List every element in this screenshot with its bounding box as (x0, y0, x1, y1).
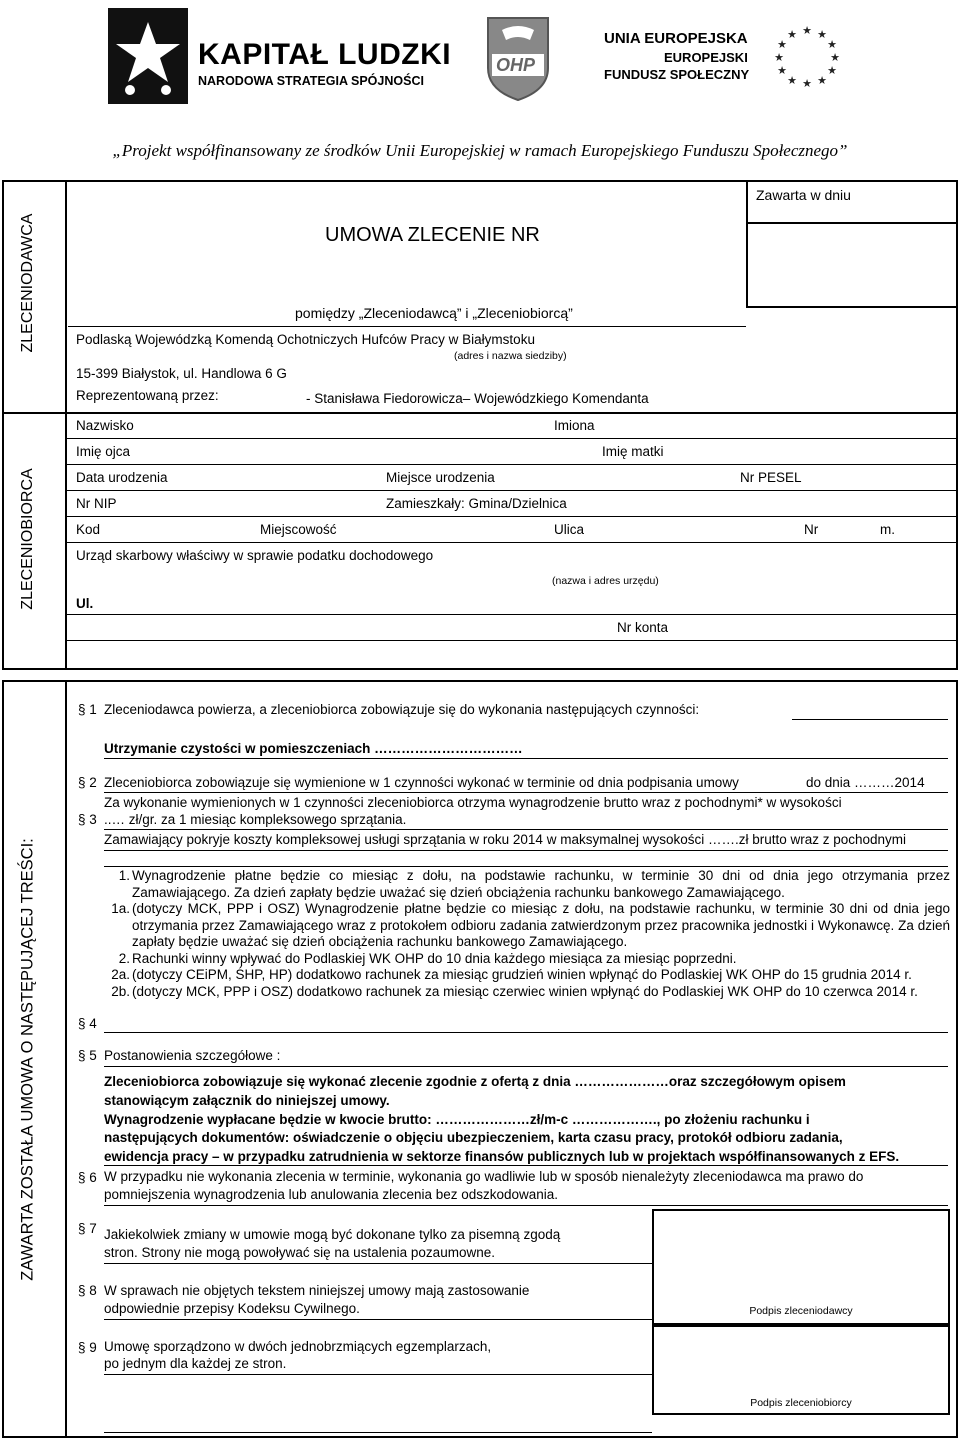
first-names-label: Imiona (554, 418, 595, 433)
ohp-text: OHP (496, 55, 536, 75)
ue-line3: FUNDUSZ SPOŁECZNY (604, 67, 750, 82)
client-address: 15-399 Białystok, ul. Handlowa 6 G (76, 366, 287, 381)
p4-number: § 4 (78, 1016, 97, 1031)
svg-text:★: ★ (802, 77, 812, 88)
surname-label: Nazwisko (76, 418, 134, 433)
svg-text:★: ★ (777, 64, 787, 77)
svg-text:★: ★ (817, 28, 827, 41)
tax-office-street-label: Ul. (76, 596, 94, 611)
p8-line: odpowiednie przepisy Kodeksu Cywilnego. (104, 1301, 360, 1316)
pesel-label: Nr PESEL (740, 470, 802, 485)
p6-line: pomniejszenia wynagrodzenia lub anulowania zlecenia bez odszkodowania. (104, 1187, 559, 1202)
p2-deadline: do dnia ………2014 (806, 775, 925, 790)
mother-name-label: Imię matki (602, 444, 664, 459)
p3-line3: Zamawiający pokryje koszty kompleksowej usługi sprzątania w roku 2014 w maksymalnej wysokości …….zł brutto wraz z pochodnymi (104, 832, 907, 847)
account-number-label: Nr konta (617, 620, 669, 635)
p6-line: W przypadku nie wykonania zlecenia w terminie, wykonania go wadliwie lub w sposób nienależyty zleceniodawca ma prawo do (104, 1169, 864, 1184)
p1-text: Zleceniodawca powierza, a zleceniobiorca zobowiązuje się do wykonania następujących czynności: (104, 702, 700, 717)
eu-stars-icon (772, 24, 842, 88)
kapital-ludzki-title: KAPITAŁ LUDZKI (198, 38, 452, 71)
p7-line: Jakiekolwiek zmiany w umowie mogą być dokonane tylko za pisemną zgodą (104, 1227, 561, 1242)
p4-item: 1a. (dotyczy MCK, PPP i OSZ) Wynagrodzenie płatne będzie co miesiąc z dołu, na podstawie rachunku, w terminie 30 dni od dnia jego otrzymania przez Zamawiającego wraz z protokołem odbioru zadania zatwierdzonym przez pracownika jednostki i Wykonawcę. Za dzień zapłaty będzie uważać się dzień obciążenia rachunku bankowego Zamawiającego. (111, 901, 950, 949)
p4-item: 2. Rachunki winny wpływać do Podlaskiej WK OHP do 10 dnia każdego miesiąca za miesiąc poprzedni. (118, 950, 737, 966)
represented-by-label: Reprezentowaną przez: (76, 388, 219, 403)
house-number-label: Nr (804, 522, 819, 537)
p5-line: następujących dokumentów: oświadczenie o objęciu ubezpieczeniem, karta czasu pracy, protokół odbioru zadania, (104, 1130, 843, 1145)
address-note: (adres i nazwa siedziby) (454, 350, 567, 362)
p1-task: Utrzymanie czystości w pomieszczeniach …………………………… (104, 741, 523, 756)
city-label: Miejscowość (260, 522, 337, 537)
p7-number: § 7 (78, 1221, 97, 1236)
party-divider (3, 412, 957, 414)
p5-number: § 5 (78, 1048, 97, 1063)
svg-text:★: ★ (787, 74, 797, 87)
svg-text:★: ★ (802, 24, 812, 37)
contractor-signature-label: Podpis zleceniobiorcy (750, 1397, 852, 1409)
tax-office-label: Urząd skarbowy właściwy w sprawie podatku dochodowego (76, 548, 434, 563)
birth-place-label: Miejsce urodzenia (386, 470, 495, 485)
p8-line: W sprawach nie objętych tekstem niniejszej umowy mają zastosowanie (104, 1283, 530, 1298)
side-label-divider (65, 181, 67, 669)
birth-date-label: Data urodzenia (76, 470, 168, 485)
p5-line: Zleceniobiorca zobowiązuje się wykonać zlecenie zgodnie z ofertą z dnia …………………oraz szczegółowym opisem (104, 1074, 846, 1089)
project-cofinancing-line: „Projekt współfinansowany ze środków Unii Europejskiej w ramach Europejskiego Funduszu Społecznego” (112, 141, 848, 160)
contract-title: UMOWA ZLECENIE NR (325, 224, 540, 246)
nip-label: Nr NIP (76, 496, 117, 511)
zleceniodawca-side-label: ZLECENIODAWCA (19, 213, 36, 353)
between-parties-text: pomiędzy „Zleceniodawcą” i „Zleceniobiorcą” (295, 305, 573, 321)
p3-line1: Za wykonanie wymienionych w 1 czynności zleceniobiorca otrzyma wynagrodzenie brutto wraz z pochodnymi* w wysokości (104, 795, 842, 810)
client-org-name: Podlaską Wojewódzką Komendą Ochotniczych Hufców Pracy w Białymstoku (76, 332, 535, 347)
apartment-label: m. (880, 522, 895, 537)
p9-number: § 9 (78, 1340, 97, 1355)
p7-line: stron. Strony nie mogą powoływać się na ustalenia pozaumowne. (104, 1245, 495, 1260)
p5-title: Postanowienia szczegółowe : (104, 1048, 281, 1063)
zleceniobiorca-side-label: ZLECENIOBIORCA (19, 468, 36, 610)
p4-item: 2b. (dotyczy MCK, PPP i OSZ) dodatkowo rachunek za miesiąc czerwiec winien wpłynąć do Podlaskiej WK OHP do 10 czerwca 2014 r. (111, 983, 918, 999)
kapital-ludzki-subtitle: NARODOWA STRATEGIA SPÓJNOŚCI (198, 74, 424, 88)
p6-number: § 6 (78, 1170, 97, 1185)
zawarta-w-dniu-label: Zawarta w dniu (756, 187, 851, 203)
p1-number: § 1 (78, 702, 97, 717)
tax-office-note: (nazwa i adres urzędu) (552, 575, 659, 587)
representative-name: - Stanisława Fiedorowicza– Wojewódzkiego Komendanta (306, 391, 649, 406)
father-name-label: Imię ojca (76, 444, 131, 459)
p4-item: 1. Wynagrodzenie płatne będzie co miesiąc z dołu, na podstawie rachunku, w terminie 30 dni od dnia jego otrzymania przez Zamawiającego. Za dzień zapłaty będzie uważać się dzień obciążenia rachunku bankowego Zamawiającego. (118, 868, 950, 900)
postal-code-label: Kod (76, 522, 101, 537)
p3-number: § 3 (78, 812, 97, 827)
client-signature-label: Podpis zleceniodawcy (749, 1305, 853, 1317)
ohp-logo (482, 14, 554, 102)
p4-list (104, 868, 950, 1000)
p9-line: Umowę sporządzono w dwóch jednobrzmiących egzemplarzach, (104, 1339, 492, 1354)
p3-line2: ..… zł/gr. za 1 miesiąc kompleksowego sprzątania. (104, 812, 407, 827)
p5-line: ewidencja pracy – w przypadku zatrudnienia w sektorze finansów publicznych lub w projektach współfinansowanych z EFS. (104, 1149, 900, 1164)
p8-number: § 8 (78, 1283, 97, 1298)
ue-line1: UNIA EUROPEJSKA (604, 30, 748, 47)
p5-line: Wynagrodzenie wypłacane będzie w kwocie brutto: …………………zł/m-c ………………., po złożeniu rachunku i (104, 1112, 810, 1127)
residence-label: Zamieszkały: Gmina/Dzielnica (386, 496, 567, 511)
svg-text:★: ★ (827, 64, 837, 77)
svg-text:★: ★ (827, 38, 837, 51)
p9-line: po jednym dla każdej ze stron. (104, 1356, 287, 1371)
street-label: Ulica (554, 522, 585, 537)
svg-text:★: ★ (774, 51, 784, 64)
p5-line: stanowiącym załącznik do niniejszej umowy. (104, 1093, 390, 1108)
ue-efs-logo (604, 22, 844, 92)
svg-text:★: ★ (777, 38, 787, 51)
p2-number: § 2 (78, 775, 97, 790)
kapital-ludzki-star-icon (108, 8, 188, 104)
svg-text:★: ★ (787, 28, 797, 41)
parties-section (2, 180, 958, 670)
p2-text: Zleceniobiorca zobowiązuje się wymienione w 1 czynności wykonać w terminie od dnia podpisania umowy (104, 775, 739, 790)
contract-content-side-label: ZAWARTA ZOSTAŁA UMOWA O NASTĘPUJĄCEJ TREŚCI: (18, 838, 37, 1281)
svg-text:★: ★ (830, 51, 840, 64)
p4-item: 2a. (dotyczy CEiPM, ŚHP, HP) dodatkowo rachunek za miesiąc grudzień winien wpłynąć do Podlaskiej WK OHP do 15 grudnia 2014 r. (111, 967, 912, 982)
ue-line2: EUROPEJSKI (664, 50, 748, 65)
svg-text:★: ★ (817, 74, 827, 87)
kapital-ludzki-logo (108, 8, 452, 108)
